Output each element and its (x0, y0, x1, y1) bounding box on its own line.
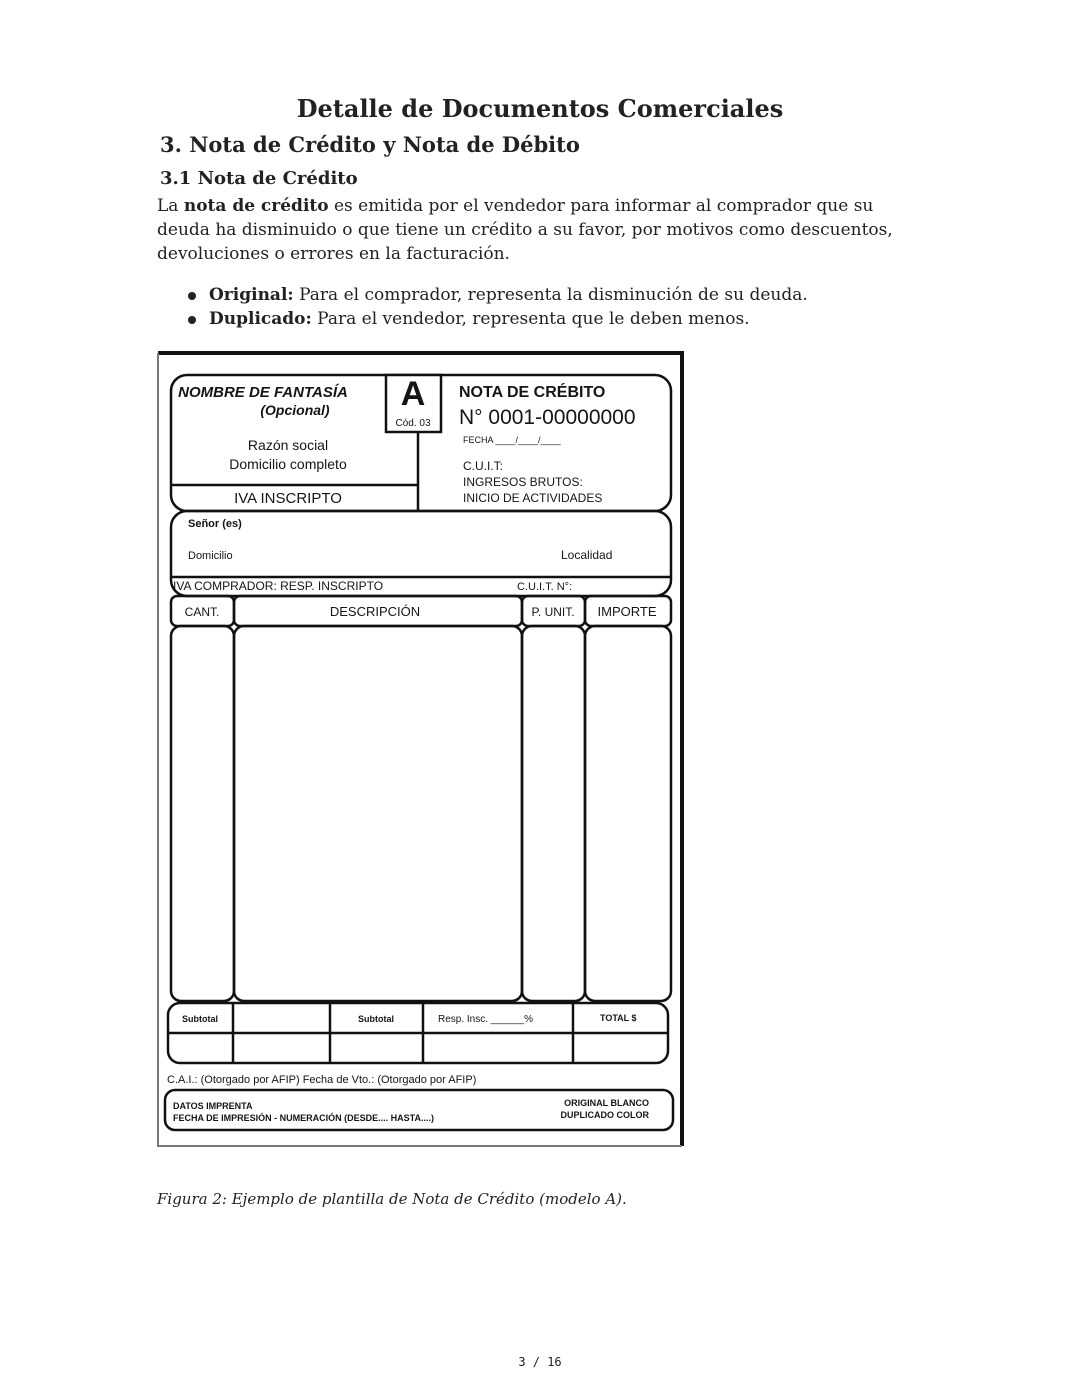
col-description: DESCRIPCIÓN (329, 604, 421, 619)
col-qty: CANT. (184, 605, 220, 619)
original-copy: ORIGINAL BLANCO (564, 1098, 649, 1108)
credit-note-template-figure (155, 350, 685, 1149)
customer-label: Señor (es) (188, 518, 242, 530)
paragraph-bold-term: nota de crédito (183, 196, 329, 216)
col-body-box (585, 626, 671, 1001)
list-item (184, 307, 808, 331)
list-item-text: Para el vendedor, representa que le deben menos. (311, 309, 750, 329)
list-item-label: Original: (209, 285, 294, 305)
credit-note-form (155, 350, 685, 1149)
list-item-label: Duplicado: (209, 309, 312, 329)
duplicate-copy: DUPLICADO COLOR (560, 1110, 649, 1120)
list-item (184, 283, 808, 307)
doc-date: FECHA ____/____/____ (463, 435, 561, 445)
copies-list (184, 283, 808, 331)
col-body-box (234, 626, 522, 1001)
subtotal-1-label: Subtotal (182, 1014, 218, 1024)
cai-line: C.A.I.: (Otorgado por AFIP) Fecha de Vto.: (Otorgado por AFIP) (167, 1074, 477, 1086)
figure-caption: Figura 2: Ejemplo de plantilla de Nota de Crédito (modelo A). (157, 1190, 627, 1208)
vat-status: IVA INSCRIPTO (234, 490, 342, 507)
paragraph-start: La (157, 196, 184, 216)
col-body-box (171, 626, 234, 1001)
fantasy-name: NOMBRE DE FANTASÍA (178, 384, 348, 401)
printer-data: DATOS IMPRENTA (173, 1101, 253, 1111)
activity-start: INICIO DE ACTIVIDADES (463, 491, 603, 505)
col-amount: IMPORTE (597, 604, 657, 619)
full-address: Domicilio completo (229, 456, 347, 472)
paragraph-rest: es emitida por el vendedor para informar al comprador que su deuda ha disminuido o que tiene un crédito a su favor, por motivos como descuentos, devoluciones o errores en la facturación. (157, 196, 893, 264)
locality-label: Localidad (561, 548, 613, 562)
address-label: Domicilio (188, 550, 233, 562)
subsection-heading: 3.1 Nota de Crédito (160, 168, 358, 189)
business-name: Razón social (247, 437, 329, 453)
optional-label: (Opcional) (260, 402, 330, 418)
list-item-text: Para el comprador, representa la disminución de su deuda. (293, 285, 808, 305)
total-label: TOTAL $ (600, 1013, 637, 1023)
subtotal-2-label: Subtotal (358, 1014, 394, 1024)
page-number: 3 / 16 (518, 1355, 562, 1369)
page-title: Detalle de Documentos Comerciales (296, 94, 784, 123)
gross-income: INGRESOS BRUTOS: (463, 475, 583, 489)
resp-insc-label: Resp. Insc. ______% (438, 1014, 534, 1025)
intro-paragraph (157, 194, 927, 266)
col-unit-price: P. UNIT. (531, 605, 575, 619)
section-heading: 3. Nota de Crédito y Nota de Débito (160, 132, 580, 157)
issuer-cuit: C.U.I.T: (463, 459, 504, 473)
invoice-letter: A (400, 375, 426, 413)
invoice-code: Cód. 03 (395, 418, 431, 429)
doc-type: NOTA DE CRÉBITO (459, 384, 606, 401)
buyer-vat: IVA COMPRADOR: RESP. INSCRIPTO (173, 579, 384, 593)
buyer-cuit: C.U.I.T. N°: (517, 581, 573, 593)
doc-number: N° 0001-00000000 (459, 406, 636, 429)
print-date: FECHA DE IMPRESIÓN - NUMERACIÓN (DESDE.... HASTA....) (173, 1113, 435, 1123)
col-body-box (522, 626, 585, 1001)
